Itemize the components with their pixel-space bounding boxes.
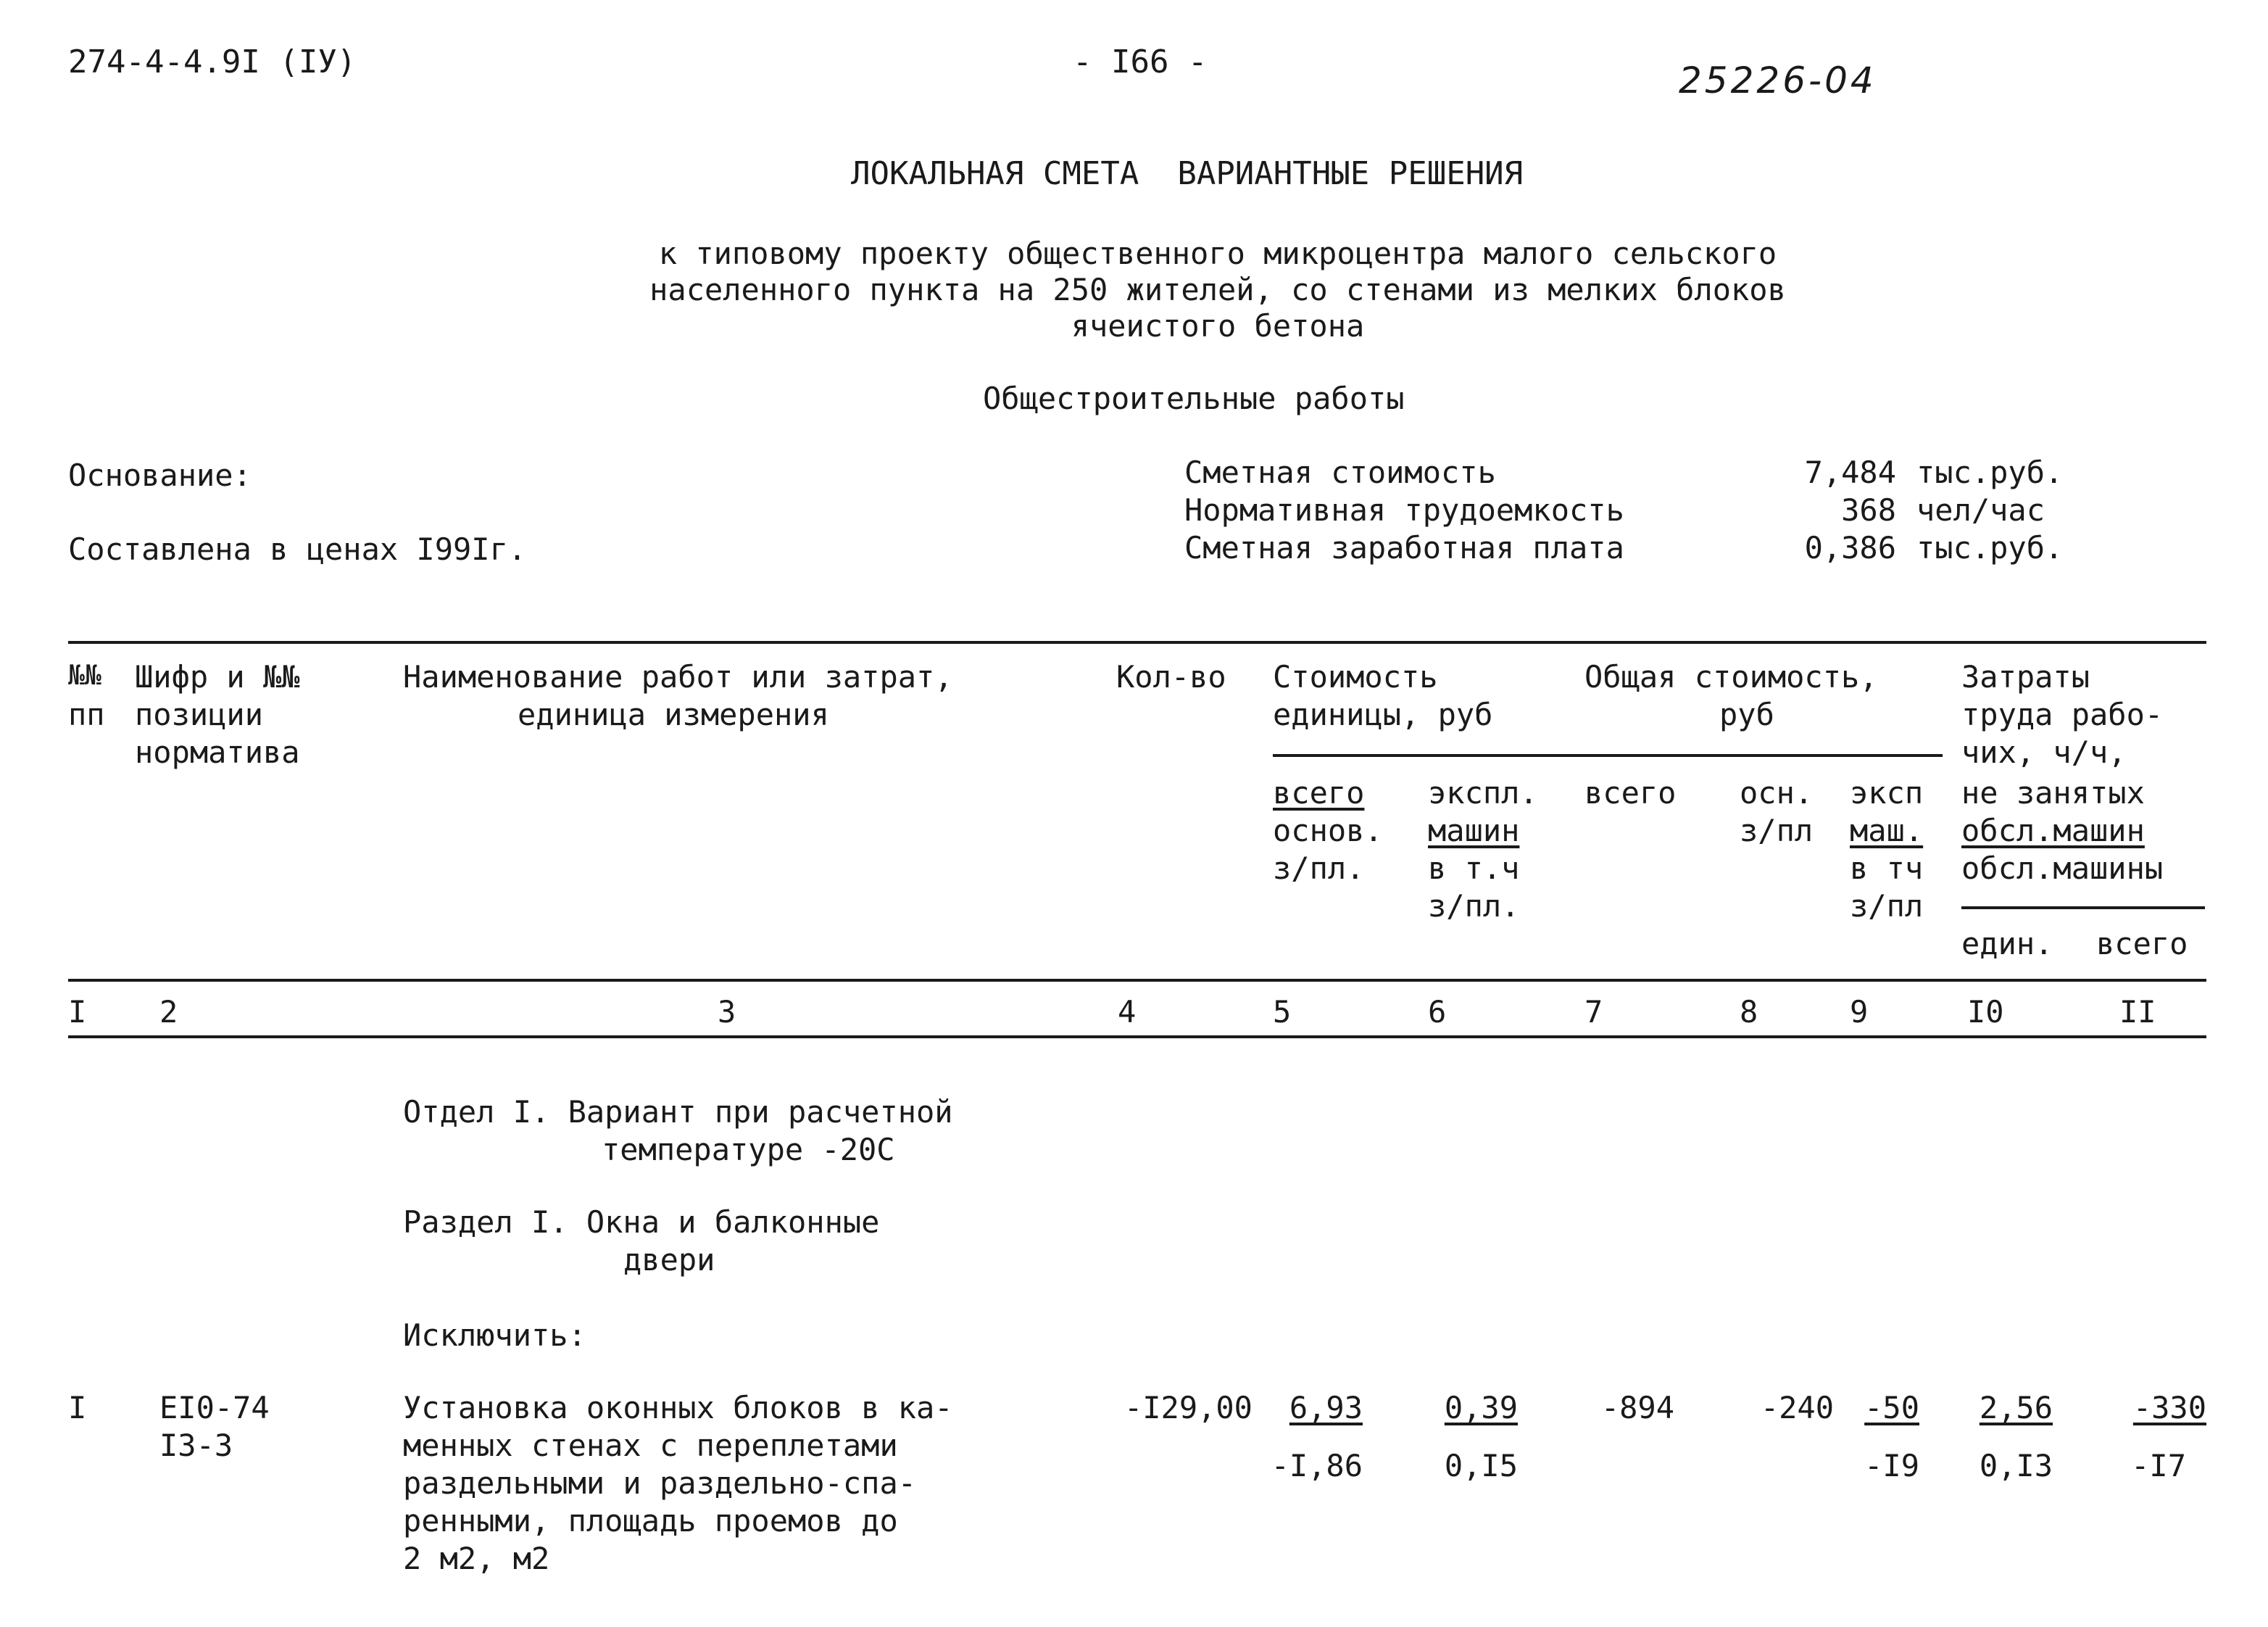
subsection-heading: двери — [623, 1243, 715, 1278]
header-unit-cost: единицы, руб — [1273, 697, 1493, 732]
header-col1: №№ — [68, 660, 101, 692]
header-labor: не занятых — [1961, 776, 2145, 811]
header-col3: единица измерения — [518, 697, 829, 732]
row-qty: -I29,00 — [1123, 1391, 1253, 1425]
row-labor-unit-mach: 0,I3 — [1979, 1449, 2053, 1483]
row-name: 2 м2, м2 — [403, 1541, 550, 1576]
header-col11: всего — [2096, 927, 2188, 961]
column-number: 8 — [1740, 995, 1758, 1030]
row-labor-total: -330 — [2132, 1391, 2206, 1425]
header-col3: Наименование работ или затрат, — [403, 660, 953, 695]
document-code: 274-4-4.9I (IУ) — [68, 45, 357, 81]
column-numbers-rule — [68, 1035, 2206, 1038]
row-unit-total: 6,93 — [1289, 1391, 1363, 1425]
header-col10: един. — [1961, 927, 2053, 961]
header-col4: Кол-во — [1116, 660, 1226, 695]
header-col2: норматива — [135, 735, 300, 770]
subsection-heading: Раздел I. Окна и балконные — [403, 1205, 880, 1240]
column-number: 9 — [1850, 995, 1869, 1030]
row-number: I — [68, 1391, 87, 1425]
header-col8: з/пл — [1740, 814, 1814, 848]
handwritten-number: 25226-04 — [1679, 59, 1877, 102]
column-number: 2 — [159, 995, 178, 1030]
basis-label: Основание: — [68, 458, 252, 493]
summary-label: Нормативная трудоемкость — [1184, 493, 1624, 528]
document-title: ЛОКАЛЬНАЯ СМЕТА ВАРИАНТНЫЕ РЕШЕНИЯ — [851, 157, 1524, 193]
row-unit-mach-wage: 0,I5 — [1444, 1449, 1518, 1483]
header-labor: обсл.машин — [1961, 814, 2145, 848]
column-number: 6 — [1428, 995, 1447, 1030]
row-code: I3-3 — [159, 1428, 233, 1463]
row-unit-wage: -I,86 — [1271, 1449, 1363, 1483]
summary-label: Сметная стоимость — [1184, 455, 1496, 490]
header-labor-rule — [1961, 906, 2205, 909]
header-labor: труда рабо- — [1961, 697, 2164, 732]
header-col1: пп — [68, 697, 105, 732]
prices-label: Составлена в ценах I99Iг. — [68, 532, 527, 567]
header-col5: з/пл. — [1273, 851, 1365, 886]
header-col9: маш. — [1850, 814, 1924, 848]
row-total: -894 — [1600, 1391, 1674, 1425]
summary-unit: тыс.руб. — [1916, 455, 2064, 490]
summary-value: 368 — [1841, 493, 1896, 528]
page-number: - I66 - — [1073, 45, 1208, 81]
subtitle-line: ячеистого бетона — [1071, 309, 1365, 344]
column-number: I — [68, 995, 87, 1030]
summary-label: Сметная заработная плата — [1184, 531, 1624, 566]
header-col2: Шифр и №№ — [135, 660, 300, 695]
header-col5: основ. — [1273, 814, 1383, 848]
header-col6: в т.ч — [1428, 851, 1520, 886]
row-total-mach: -50 — [1864, 1391, 1919, 1425]
column-number: 5 — [1273, 995, 1292, 1030]
header-group-rule — [1273, 754, 1943, 757]
row-name: раздельными и раздельно-спа- — [403, 1466, 917, 1501]
header-col9: з/пл — [1850, 889, 1924, 924]
header-col6: з/пл. — [1428, 889, 1520, 924]
row-name: ренными, площадь проемов до — [403, 1504, 898, 1539]
header-col6: экспл. — [1428, 776, 1538, 811]
row-labor-total-mach: -I7 — [2131, 1449, 2186, 1483]
row-total-wage: -240 — [1760, 1391, 1834, 1425]
column-number: I0 — [1967, 995, 2004, 1030]
header-labor: обсл.машины — [1961, 851, 2164, 886]
subtitle-line: к типовому проекту общественного микроцентра малого сельского — [658, 236, 1777, 271]
section-title: Общестроительные работы — [983, 381, 1405, 416]
header-total-cost: Общая стоимость, — [1584, 660, 1878, 695]
header-labor: Затраты — [1961, 660, 2090, 695]
header-col8: осн. — [1740, 776, 1814, 811]
table-top-rule — [68, 641, 2206, 644]
summary-unit: тыс.руб. — [1916, 531, 2064, 566]
row-code: EI0-74 — [159, 1391, 270, 1425]
header-labor: чих, ч/ч, — [1961, 735, 2127, 770]
row-labor-unit: 2,56 — [1979, 1391, 2053, 1425]
header-col9: в тч — [1850, 851, 1924, 886]
department-heading: Отдел I. Вариант при расчетной — [403, 1095, 953, 1130]
column-number: 4 — [1118, 995, 1137, 1030]
subtitle-line: населенного пункта на 250 жителей, со стенами из мелких блоков — [649, 273, 1786, 307]
header-col9: эксп — [1850, 776, 1924, 811]
summary-value: 0,386 — [1804, 531, 1896, 566]
column-number: 7 — [1584, 995, 1603, 1030]
summary-value: 7,484 — [1804, 455, 1896, 490]
department-heading: температуре -20С — [602, 1133, 895, 1167]
header-col2: позиции — [135, 697, 264, 732]
header-col5: всего — [1273, 776, 1365, 811]
summary-unit: чел/час — [1916, 493, 2045, 528]
header-col6: машин — [1428, 814, 1520, 848]
column-number: II — [2119, 995, 2156, 1030]
column-number: 3 — [718, 995, 736, 1030]
row-name: менных стенах с переплетами — [403, 1428, 898, 1463]
row-unit-mach: 0,39 — [1444, 1391, 1518, 1425]
header-total-cost: руб — [1719, 697, 1774, 732]
header-bottom-rule — [68, 979, 2206, 982]
header-col7: всего — [1584, 776, 1677, 811]
row-name: Установка оконных блоков в ка- — [403, 1391, 953, 1425]
header-unit-cost: Стоимость — [1273, 660, 1438, 695]
exclude-label: Исключить: — [403, 1318, 586, 1353]
row-total-mach-wage: -I9 — [1864, 1449, 1919, 1483]
